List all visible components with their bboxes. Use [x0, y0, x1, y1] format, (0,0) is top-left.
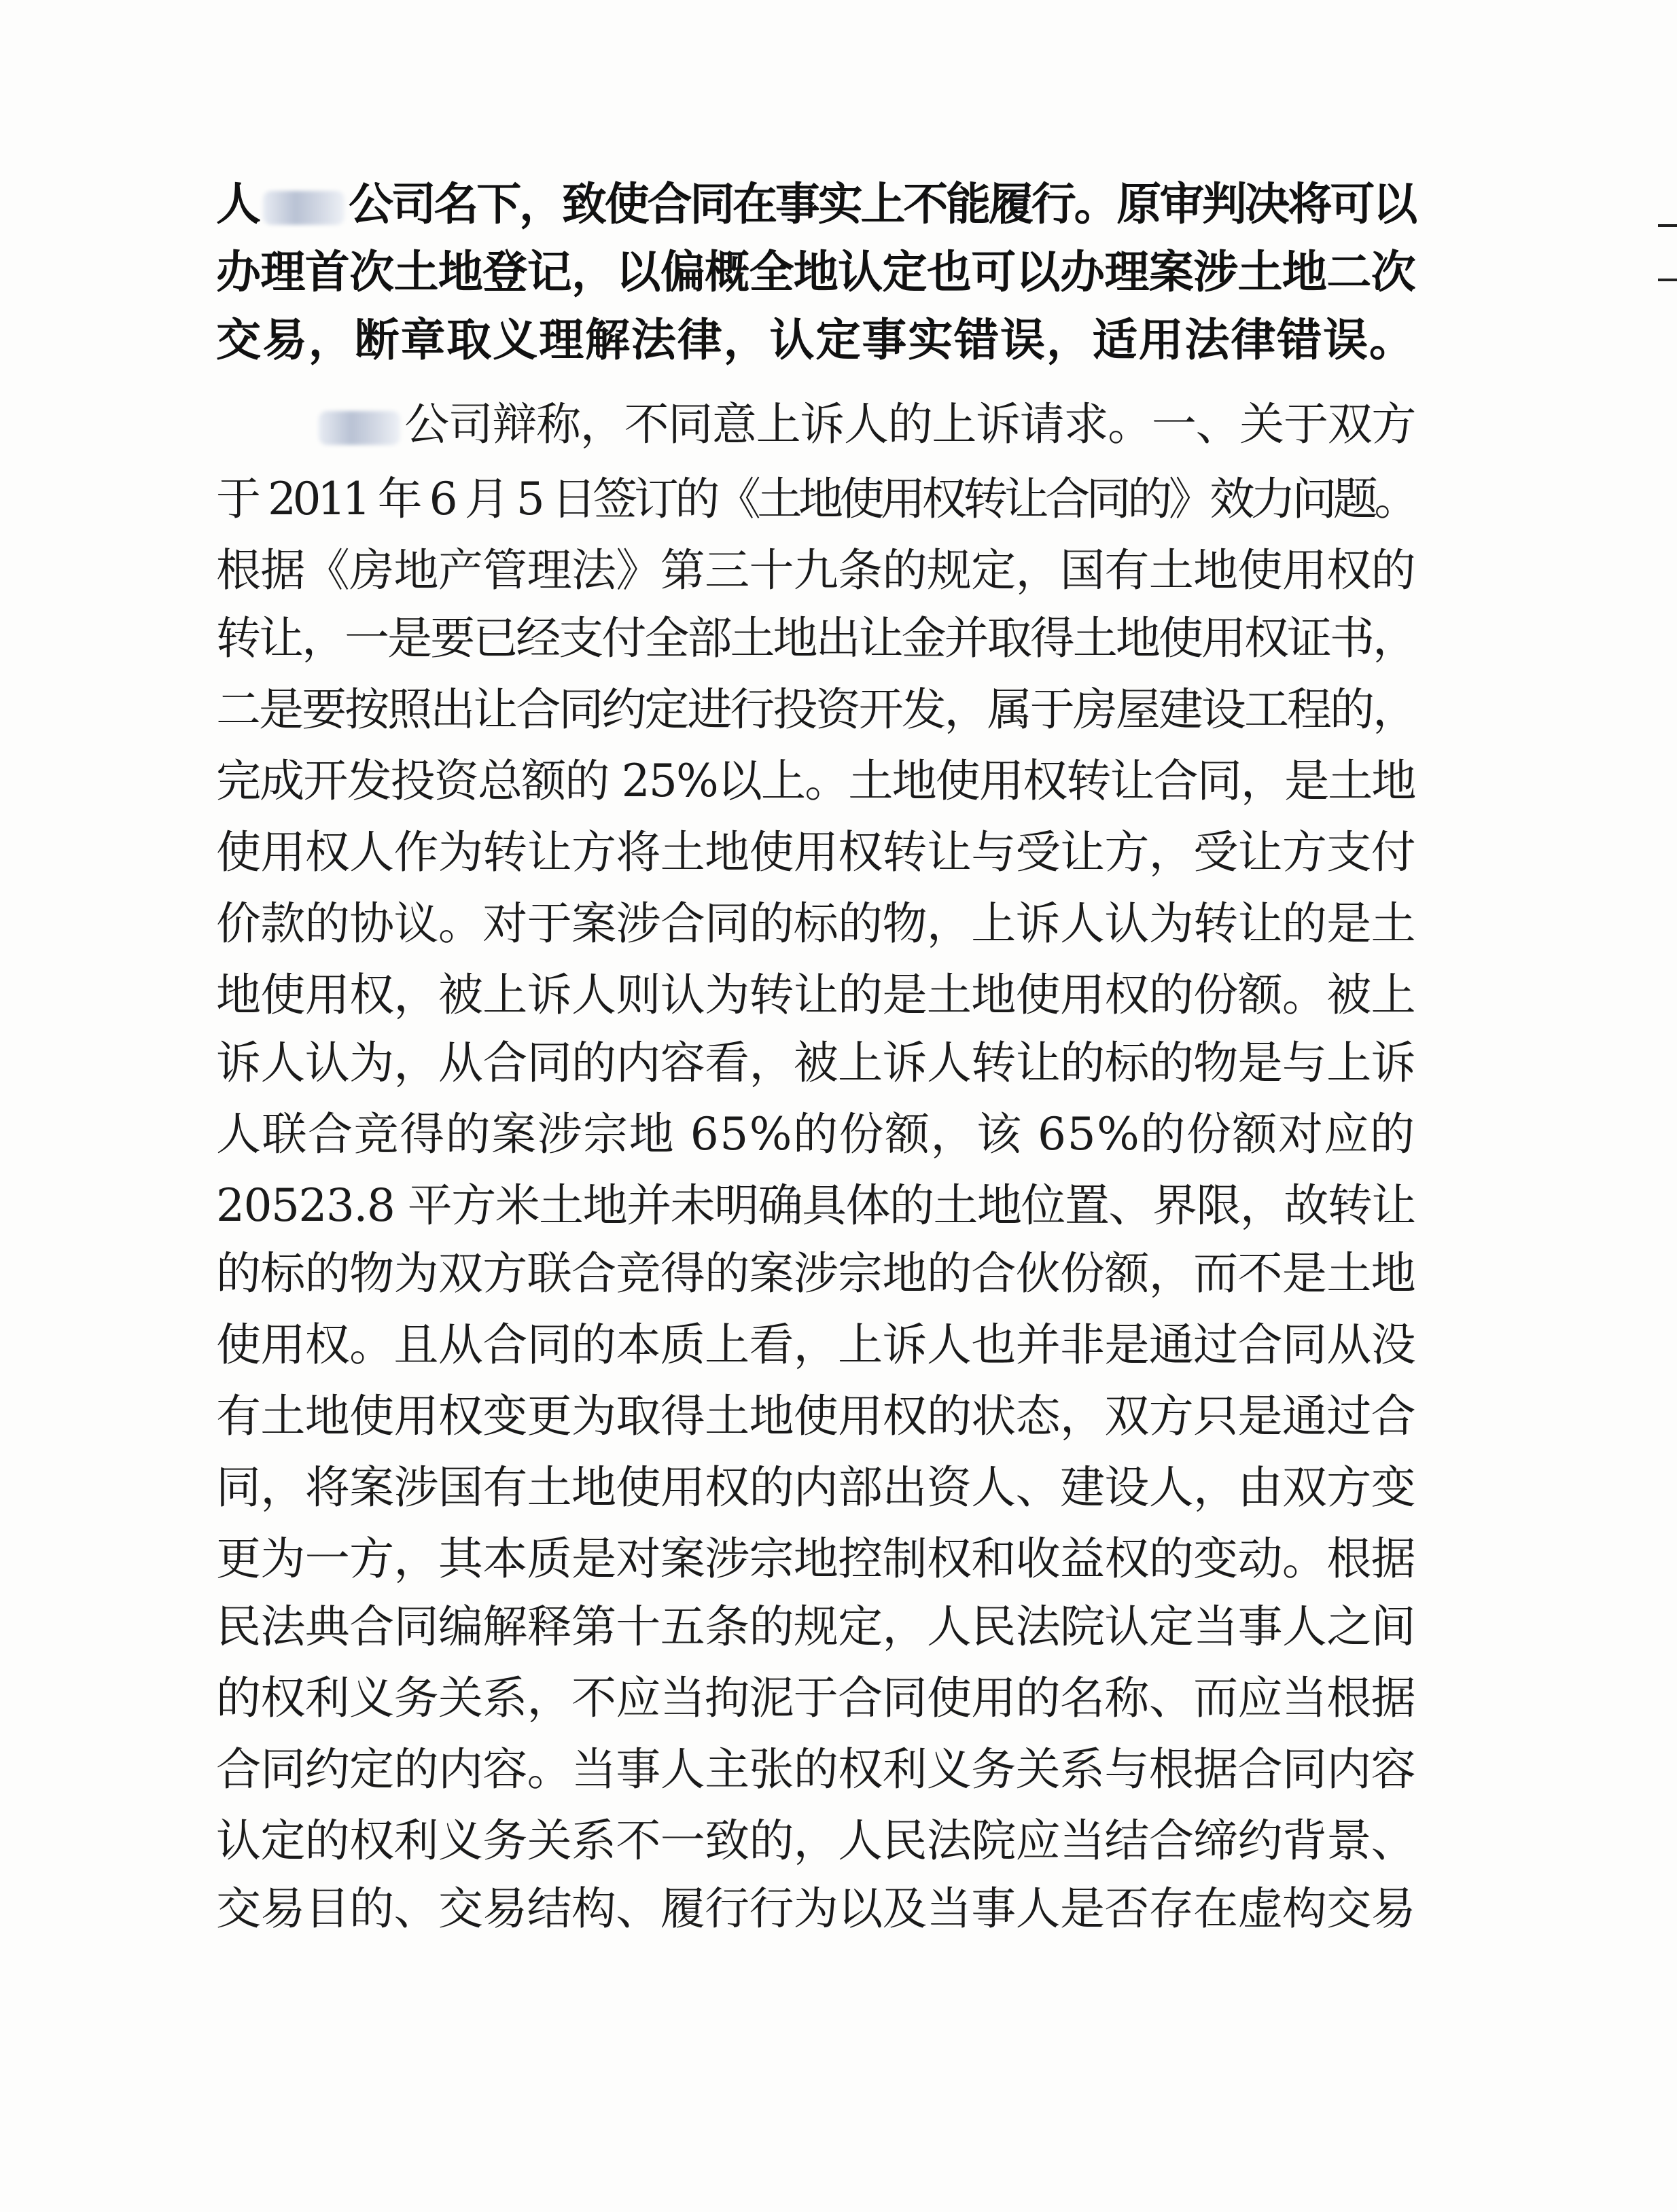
text-line: [216, 1457, 1415, 1518]
line-text: 人联合竞得的案涉宗地 65%的份额，该 65%的份额对应的: [216, 1108, 1416, 1160]
line-text: 于 2011 年 6 月 5 日签订的《土地使用权转让合同的》效力问题。: [216, 473, 1415, 525]
text-line: [216, 173, 1415, 234]
line-text: 转让，一是要已经支付全部土地出让金并取得土地使用权证书，: [216, 612, 1416, 664]
text-line: [216, 1529, 1415, 1590]
scan-edge-mark: [1658, 279, 1677, 281]
text-line: [216, 540, 1415, 601]
line-text: 诉人认为，从合同的内容看，被上诉人转让的标的物是与上诉: [216, 1037, 1415, 1089]
text-line: [216, 1175, 1415, 1236]
line-prefix: 人: [216, 177, 259, 230]
text-line: [216, 1104, 1415, 1165]
line-text: 完成开发投资总额的 25%以上。土地使用权转让合同，是土地: [216, 755, 1415, 807]
line-text: 根据《房地产管理法》第三十九条的规定，国有土地使用权的: [216, 544, 1415, 596]
line-text: 地使用权，被上诉人则认为转让的是土地使用权的份额。被上: [216, 969, 1415, 1021]
text-line: [216, 751, 1415, 812]
line-text: 使用权人作为转让方将土地使用权转让与受让方，受让方支付: [216, 826, 1415, 878]
line-text: 交易目的、交易结构、履行行为以及当事人是否存在虚构交易: [216, 1883, 1415, 1935]
text-line: [216, 309, 1415, 370]
text-line: [216, 469, 1415, 530]
text-line: [216, 893, 1415, 955]
scan-edge-mark: [1658, 224, 1677, 227]
text-line: [216, 1243, 1415, 1304]
line-text: 合同约定的内容。当事人主张的权利义务关系与根据合同内容: [216, 1743, 1415, 1796]
redacted-name-blur: [319, 411, 400, 445]
line-text: 同，将案涉国有土地使用权的内部出资人、建设人，由双方变: [216, 1461, 1415, 1514]
line-text: 民法典合同编解释第十五条的规定，人民法院认定当事人之间: [216, 1601, 1415, 1653]
text-line: [216, 965, 1415, 1026]
line-text: 使用权。且从合同的本质上看，上诉人也并非是通过合同从没: [216, 1319, 1415, 1371]
text-line: [216, 608, 1415, 669]
text-line: [216, 1596, 1415, 1658]
text-line: [216, 1668, 1415, 1729]
line-text: 交易，断章取义理解法律，认定事实错误，适用法律错误。: [216, 313, 1415, 366]
text-line: [216, 394, 1415, 455]
line-text: 价款的协议。对于案涉合同的标的物，上诉人认为转让的是土: [216, 897, 1415, 950]
text-line: [216, 1739, 1415, 1800]
text-line: [216, 241, 1415, 302]
redacted-name-blur: [263, 191, 345, 225]
line-text: 二是要按照出让合同约定进行投资开发，属于房屋建设工程的，: [216, 683, 1416, 736]
text-line: [216, 1386, 1415, 1447]
text-line: [216, 1315, 1415, 1376]
line-text: 的标的物为双方联合竞得的案涉宗地的合伙份额，而不是土地: [216, 1247, 1415, 1300]
line-text: 的权利义务关系，不应当拘泥于合同使用的名称、而应当根据: [216, 1672, 1415, 1724]
line-text: 20523.8 平方米土地并未明确具体的土地位置、界限，故转让: [216, 1179, 1415, 1232]
line-text: 更为一方，其本质是对案涉宗地控制权和收益权的变动。根据: [216, 1533, 1415, 1585]
text-line: [216, 679, 1415, 741]
line-text: 认定的权利义务关系不一致的，人民法院应当结合缔约背景、: [216, 1815, 1415, 1867]
line-text: 公司辩称，不同意上诉人的上诉请求。一、关于双方: [404, 398, 1416, 450]
text-line: [216, 1878, 1415, 1940]
text-line: [216, 1033, 1415, 1094]
line-text: 办理首次土地登记，以偏概全地认定也可以办理案涉土地二次: [216, 245, 1415, 298]
text-line: [216, 822, 1415, 883]
line-text: 有土地使用权变更为取得土地使用权的状态，双方只是通过合: [216, 1390, 1415, 1442]
text-line: [216, 1810, 1415, 1872]
line-text: 公司名下，致使合同在事实上不能履行。原审判决将可以: [348, 177, 1416, 230]
